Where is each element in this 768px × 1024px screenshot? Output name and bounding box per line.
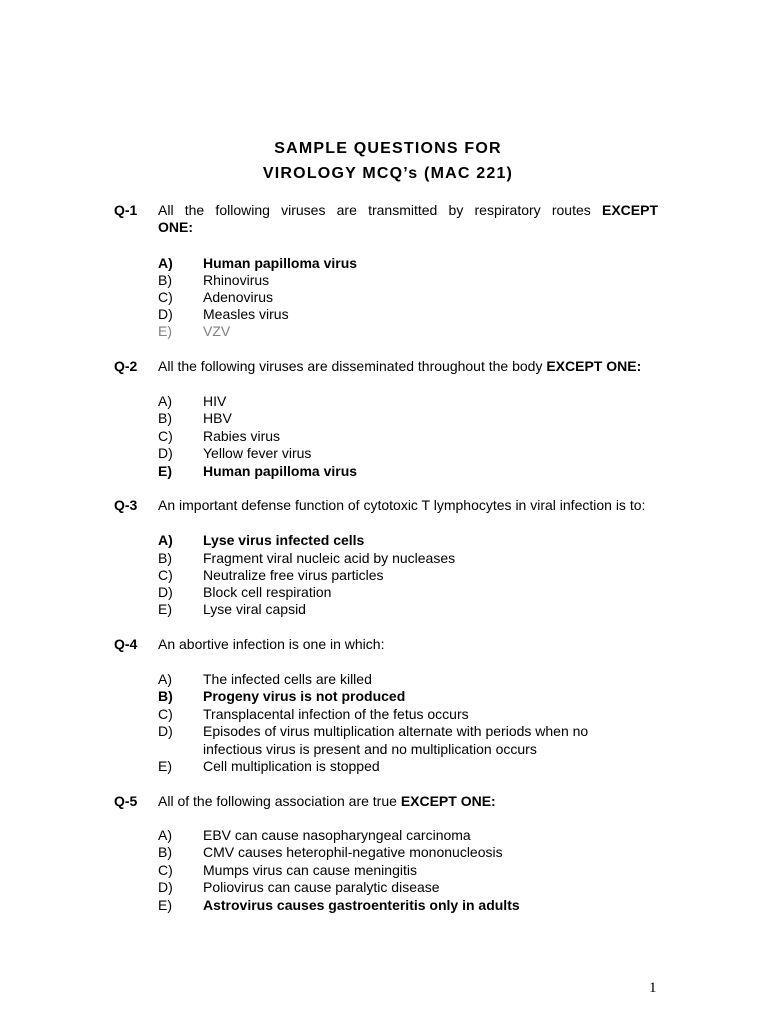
option-text-correct: Human papilloma virus — [203, 463, 358, 479]
option-letter: D) — [158, 723, 173, 739]
question-stem — [158, 358, 698, 376]
question-number: Q-5 — [114, 793, 138, 809]
question-stem-text: All the following viruses are disseminated throughout the body — [158, 358, 543, 374]
option-text: Poliovirus can cause paralytic disease — [203, 879, 440, 895]
option-letter: C) — [158, 567, 173, 583]
option-text: VZV — [203, 323, 231, 339]
option-letter: D) — [158, 306, 173, 322]
option-letter: B) — [158, 410, 172, 426]
option-text-correct: Lyse virus infected cells — [203, 532, 365, 548]
question-stem-emphasis: EXCEPT — [601, 202, 658, 218]
option-text: Mumps virus can cause meningitis — [203, 862, 417, 878]
option-letter: C) — [158, 428, 173, 444]
option-text-correct: Human papilloma virus — [203, 255, 358, 271]
question-stem — [158, 793, 658, 811]
option-text: Lyse viral capsid — [203, 601, 306, 617]
question-stem-continuation: ONE: — [158, 219, 193, 235]
option-text: HBV — [203, 410, 232, 426]
document-title-line-1: SAMPLE QUESTIONS FOR — [274, 140, 502, 157]
option-letter: A) — [158, 827, 172, 843]
option-letter: B) — [158, 844, 172, 860]
option-letter: D) — [158, 879, 173, 895]
option-text: Adenovirus — [203, 289, 274, 305]
option-text-correct: Astrovirus causes gastroenteritis only in adults — [203, 897, 520, 913]
question-number: Q-2 — [114, 358, 138, 374]
question-number: Q-3 — [114, 497, 138, 513]
question-stem-text: All of the following association are true — [158, 793, 397, 809]
question-stem: An abortive infection is one in which: — [158, 636, 385, 652]
option-letter: A) — [158, 532, 173, 548]
option-letter: A) — [158, 671, 172, 687]
option-text: Measles virus — [203, 306, 289, 322]
option-text: Neutralize free virus particles — [203, 567, 384, 583]
question-stem-emphasis: EXCEPT ONE: — [400, 793, 496, 809]
option-text: Fragment viral nucleic acid by nucleases — [203, 550, 456, 566]
option-letter: E) — [158, 463, 172, 479]
option-text: Episodes of virus multiplication alternate with periods when no infectious virus is present and no multiplication occurs — [203, 723, 589, 757]
option-letter: E) — [158, 897, 172, 913]
option-text: Rhinovirus — [203, 272, 270, 288]
option-text: Block cell respiration — [203, 584, 332, 600]
option-letter: E) — [158, 758, 172, 774]
option-letter: B) — [158, 688, 173, 704]
document-title-line-2: VIROLOGY MCQ’s (MAC 221) — [262, 165, 514, 182]
question-stem-emphasis: EXCEPT ONE: — [546, 358, 642, 374]
question-stem: An important defense function of cytotoxic T lymphocytes in viral infection is to: — [158, 497, 646, 513]
page-number: 1 — [649, 980, 657, 996]
option-text: Transplacental infection of the fetus occurs — [203, 706, 469, 722]
option-letter: B) — [158, 550, 172, 566]
option-letter: C) — [158, 289, 173, 305]
option-text: CMV causes heterophil-negative mononucleosis — [203, 844, 503, 860]
option-letter: C) — [158, 862, 173, 878]
option-letter: E) — [158, 323, 172, 339]
option-letter: A) — [158, 393, 172, 409]
question-number: Q-1 — [114, 202, 138, 218]
option-text: EBV can cause nasopharyngeal carcinoma — [203, 827, 471, 843]
question-stem — [158, 202, 658, 220]
option-letter: B) — [158, 272, 172, 288]
option-letter: C) — [158, 706, 173, 722]
option-letter: A) — [158, 255, 173, 271]
option-text: The infected cells are killed — [203, 671, 372, 687]
option-letter: E) — [158, 601, 172, 617]
question-number: Q-4 — [114, 636, 138, 652]
option-text: HIV — [203, 393, 227, 409]
option-letter: D) — [158, 584, 173, 600]
option-letter: D) — [158, 445, 173, 461]
option-text: Yellow fever virus — [203, 445, 312, 461]
option-text: Rabies virus — [203, 428, 281, 444]
option-text-correct: Progeny virus is not produced — [203, 688, 406, 704]
option-text: Cell multiplication is stopped — [203, 758, 380, 774]
question-stem-text: All the following viruses are transmitted by respiratory routes — [158, 202, 591, 218]
